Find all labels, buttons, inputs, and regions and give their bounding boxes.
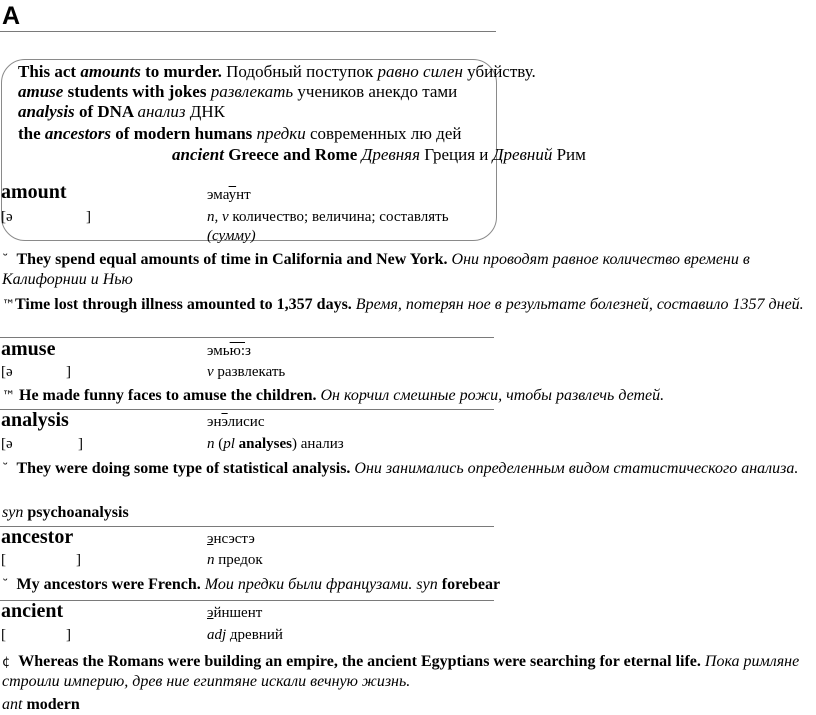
translit-ancestor: энсэстэ [207, 531, 255, 547]
section-letter: A [2, 2, 21, 30]
example-marker-icon: ˘ [2, 253, 9, 268]
example-marker-icon: ™ [2, 298, 15, 313]
headword-amuse: amuse [1, 338, 56, 360]
phonetic-end-ancient: ] [66, 627, 71, 643]
phonetic-ancient: [ [1, 627, 6, 643]
example-amuse: ™ He made funny faces to amuse the children. Он корчил смешные рожи, чтобы развлечь детей. [2, 387, 665, 404]
phonetic-analysis: [ə [1, 436, 13, 452]
headword-ancestor: ancestor [1, 526, 74, 548]
example-marker-icon: ˘ [2, 462, 9, 477]
example-ancestor: ˘ My ancestors were French. Мои предки были французами. syn forebear [2, 576, 501, 593]
headword-ancient: ancient [1, 600, 64, 622]
entry-divider [0, 526, 494, 527]
example-marker-icon: ¢ [2, 655, 11, 670]
phonetic-end-amount: ] [86, 209, 91, 225]
definition-amount-cont: (сумму) [207, 228, 256, 244]
translit-amuse: эмью:з [207, 343, 251, 359]
intro-line-5: ancient Greece and Rome Древняя Греция и Древний Рим [172, 145, 586, 164]
headword-analysis: analysis [1, 409, 69, 431]
intro-line-3: analysis of DNA анализ ДНК [18, 102, 225, 121]
entry-divider [0, 337, 494, 338]
example-analysis: ˘ They were doing some type of statistical analysis. Они занимались определенным видом статистического анализа. [2, 460, 799, 477]
translit-ancient: эйншент [207, 605, 263, 621]
definition-amount: n, v количество; величина; составлять [207, 209, 449, 225]
definition-amuse: v развлекать [207, 364, 286, 380]
intro-line-2: amuse students with jokes развлекать учеников анекдо тами [18, 82, 458, 101]
intro-line-4: the ancestors of modern humans предки современных лю дей [18, 124, 462, 143]
entry-divider [0, 409, 494, 410]
definition-analysis: n (pl analyses) анализ [207, 436, 344, 452]
antonym-ancient: ant modern [2, 696, 80, 713]
translit-amount: эмаунт [207, 187, 251, 203]
example-amount-2: ™Time lost through illness amounted to 1,357 days. Время, потерян ное в результате болезней, составило 1357 дней. [2, 296, 804, 313]
example-marker-icon: ˘ [2, 578, 9, 593]
phonetic-end-amuse: ] [66, 364, 71, 380]
phonetic-ancestor: [ [1, 552, 6, 568]
header-divider [0, 31, 496, 32]
phonetic-end-analysis: ] [78, 436, 83, 452]
definition-ancestor: n предок [207, 552, 263, 568]
entry-divider [0, 600, 494, 601]
example-ancient: ¢ Whereas the Romans were building an empire, the ancient Egyptians were searching for eternal life. Пока римляне строили империю, древ ние египтяне искали вечную жизнь. [2, 653, 800, 690]
phonetic-end-ancestor: ] [76, 552, 81, 568]
definition-ancient: adj древний [207, 627, 283, 643]
synonym-analysis: syn psychoanalysis [2, 504, 129, 521]
phonetic-amount: [ə [1, 209, 13, 225]
phonetic-amuse: [ə [1, 364, 13, 380]
example-marker-icon: ™ [2, 389, 15, 404]
translit-analysis: энэлисис [207, 414, 265, 430]
example-amount-1: ˘ They spend equal amounts of time in California and New York. Они проводят равное количество времени в Калифорнии и Нью [2, 251, 750, 288]
intro-line-1: This act amounts to murder. Подобный поступок равно силен убийству. [18, 62, 536, 81]
headword-amount: amount [1, 181, 67, 203]
